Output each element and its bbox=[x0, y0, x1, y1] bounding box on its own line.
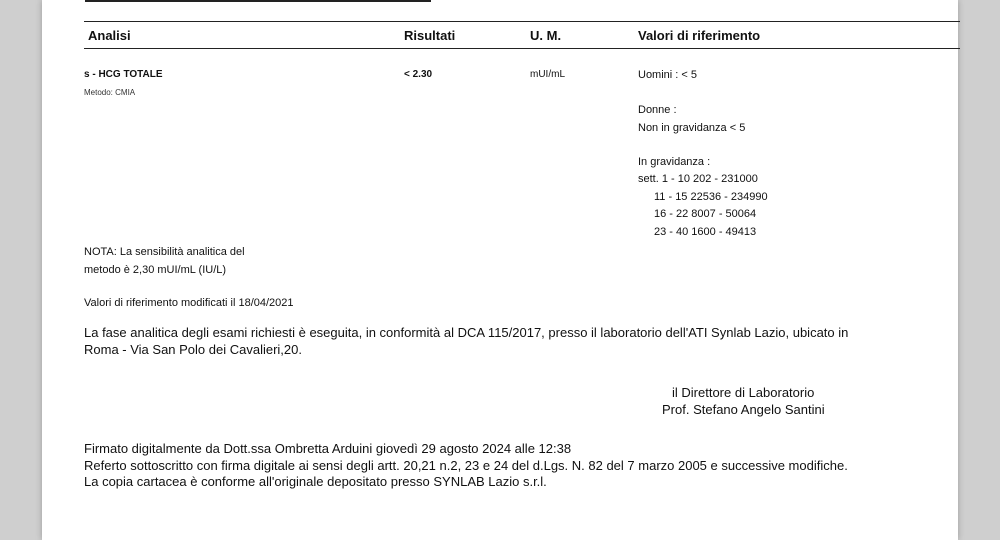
column-header-um: U. M. bbox=[530, 28, 562, 43]
nota-line-1: NOTA: La sensibilità analitica del bbox=[84, 246, 245, 258]
top-divider bbox=[85, 0, 431, 2]
exam-result: < 2.30 bbox=[404, 69, 433, 80]
fase-analitica-line-1: La fase analitica degli esami richiesti è eseguita, in conformità al DCA 115/2017, presso il laboratorio dell'ATI Synlab Lazio, ubicato in bbox=[84, 325, 849, 340]
header-top-rule bbox=[84, 21, 960, 22]
exam-method: Metodo: CMIA bbox=[84, 88, 136, 97]
report-page bbox=[42, 0, 958, 540]
exam-name: s - HCG TOTALE bbox=[84, 69, 163, 80]
direttore-title: il Direttore di Laboratorio bbox=[672, 385, 815, 400]
ref-week-row: 16 - 22 8007 - 50064 bbox=[654, 208, 757, 220]
direttore-name: Prof. Stefano Angelo Santini bbox=[662, 402, 825, 417]
exam-unit: mUI/mL bbox=[530, 69, 565, 80]
ref-week-row: sett. 1 - 10 202 - 231000 bbox=[638, 173, 758, 185]
valori-modificati: Valori di riferimento modificati il 18/04/2021 bbox=[84, 297, 294, 309]
ref-week-row: 11 - 15 22536 - 234990 bbox=[654, 191, 768, 203]
fase-analitica-line-2: Roma - Via San Polo dei Cavalieri,20. bbox=[84, 342, 302, 357]
header-bottom-rule bbox=[84, 48, 960, 49]
nota-line-2: metodo è 2,30 mUI/mL (IU/L) bbox=[84, 264, 227, 276]
ref-donne: Donne : bbox=[638, 104, 677, 116]
column-header-riferimento: Valori di riferimento bbox=[638, 28, 761, 43]
column-header-risultati: Risultati bbox=[404, 28, 456, 43]
ref-week-row: 23 - 40 1600 - 49413 bbox=[654, 226, 757, 238]
firma-line-3: La copia cartacea è conforme all'originale depositato presso SYNLAB Lazio s.r.l. bbox=[84, 474, 547, 489]
ref-non-gravidanza: Non in gravidanza < 5 bbox=[638, 122, 746, 134]
column-header-analisi: Analisi bbox=[88, 28, 131, 43]
firma-line-2: Referto sottoscritto con firma digitale ai sensi degli artt. 20,21 n.2, 23 e 24 del d.Lgs. N. 82 del 7 marzo 2005 e successive modifiche. bbox=[84, 458, 848, 473]
ref-in-gravidanza: In gravidanza : bbox=[638, 156, 711, 168]
firma-line-1: Firmato digitalmente da Dott.ssa Ombretta Arduini giovedì 29 agosto 2024 alle 12:38 bbox=[84, 441, 572, 456]
ref-uomini: Uomini : < 5 bbox=[638, 69, 697, 81]
